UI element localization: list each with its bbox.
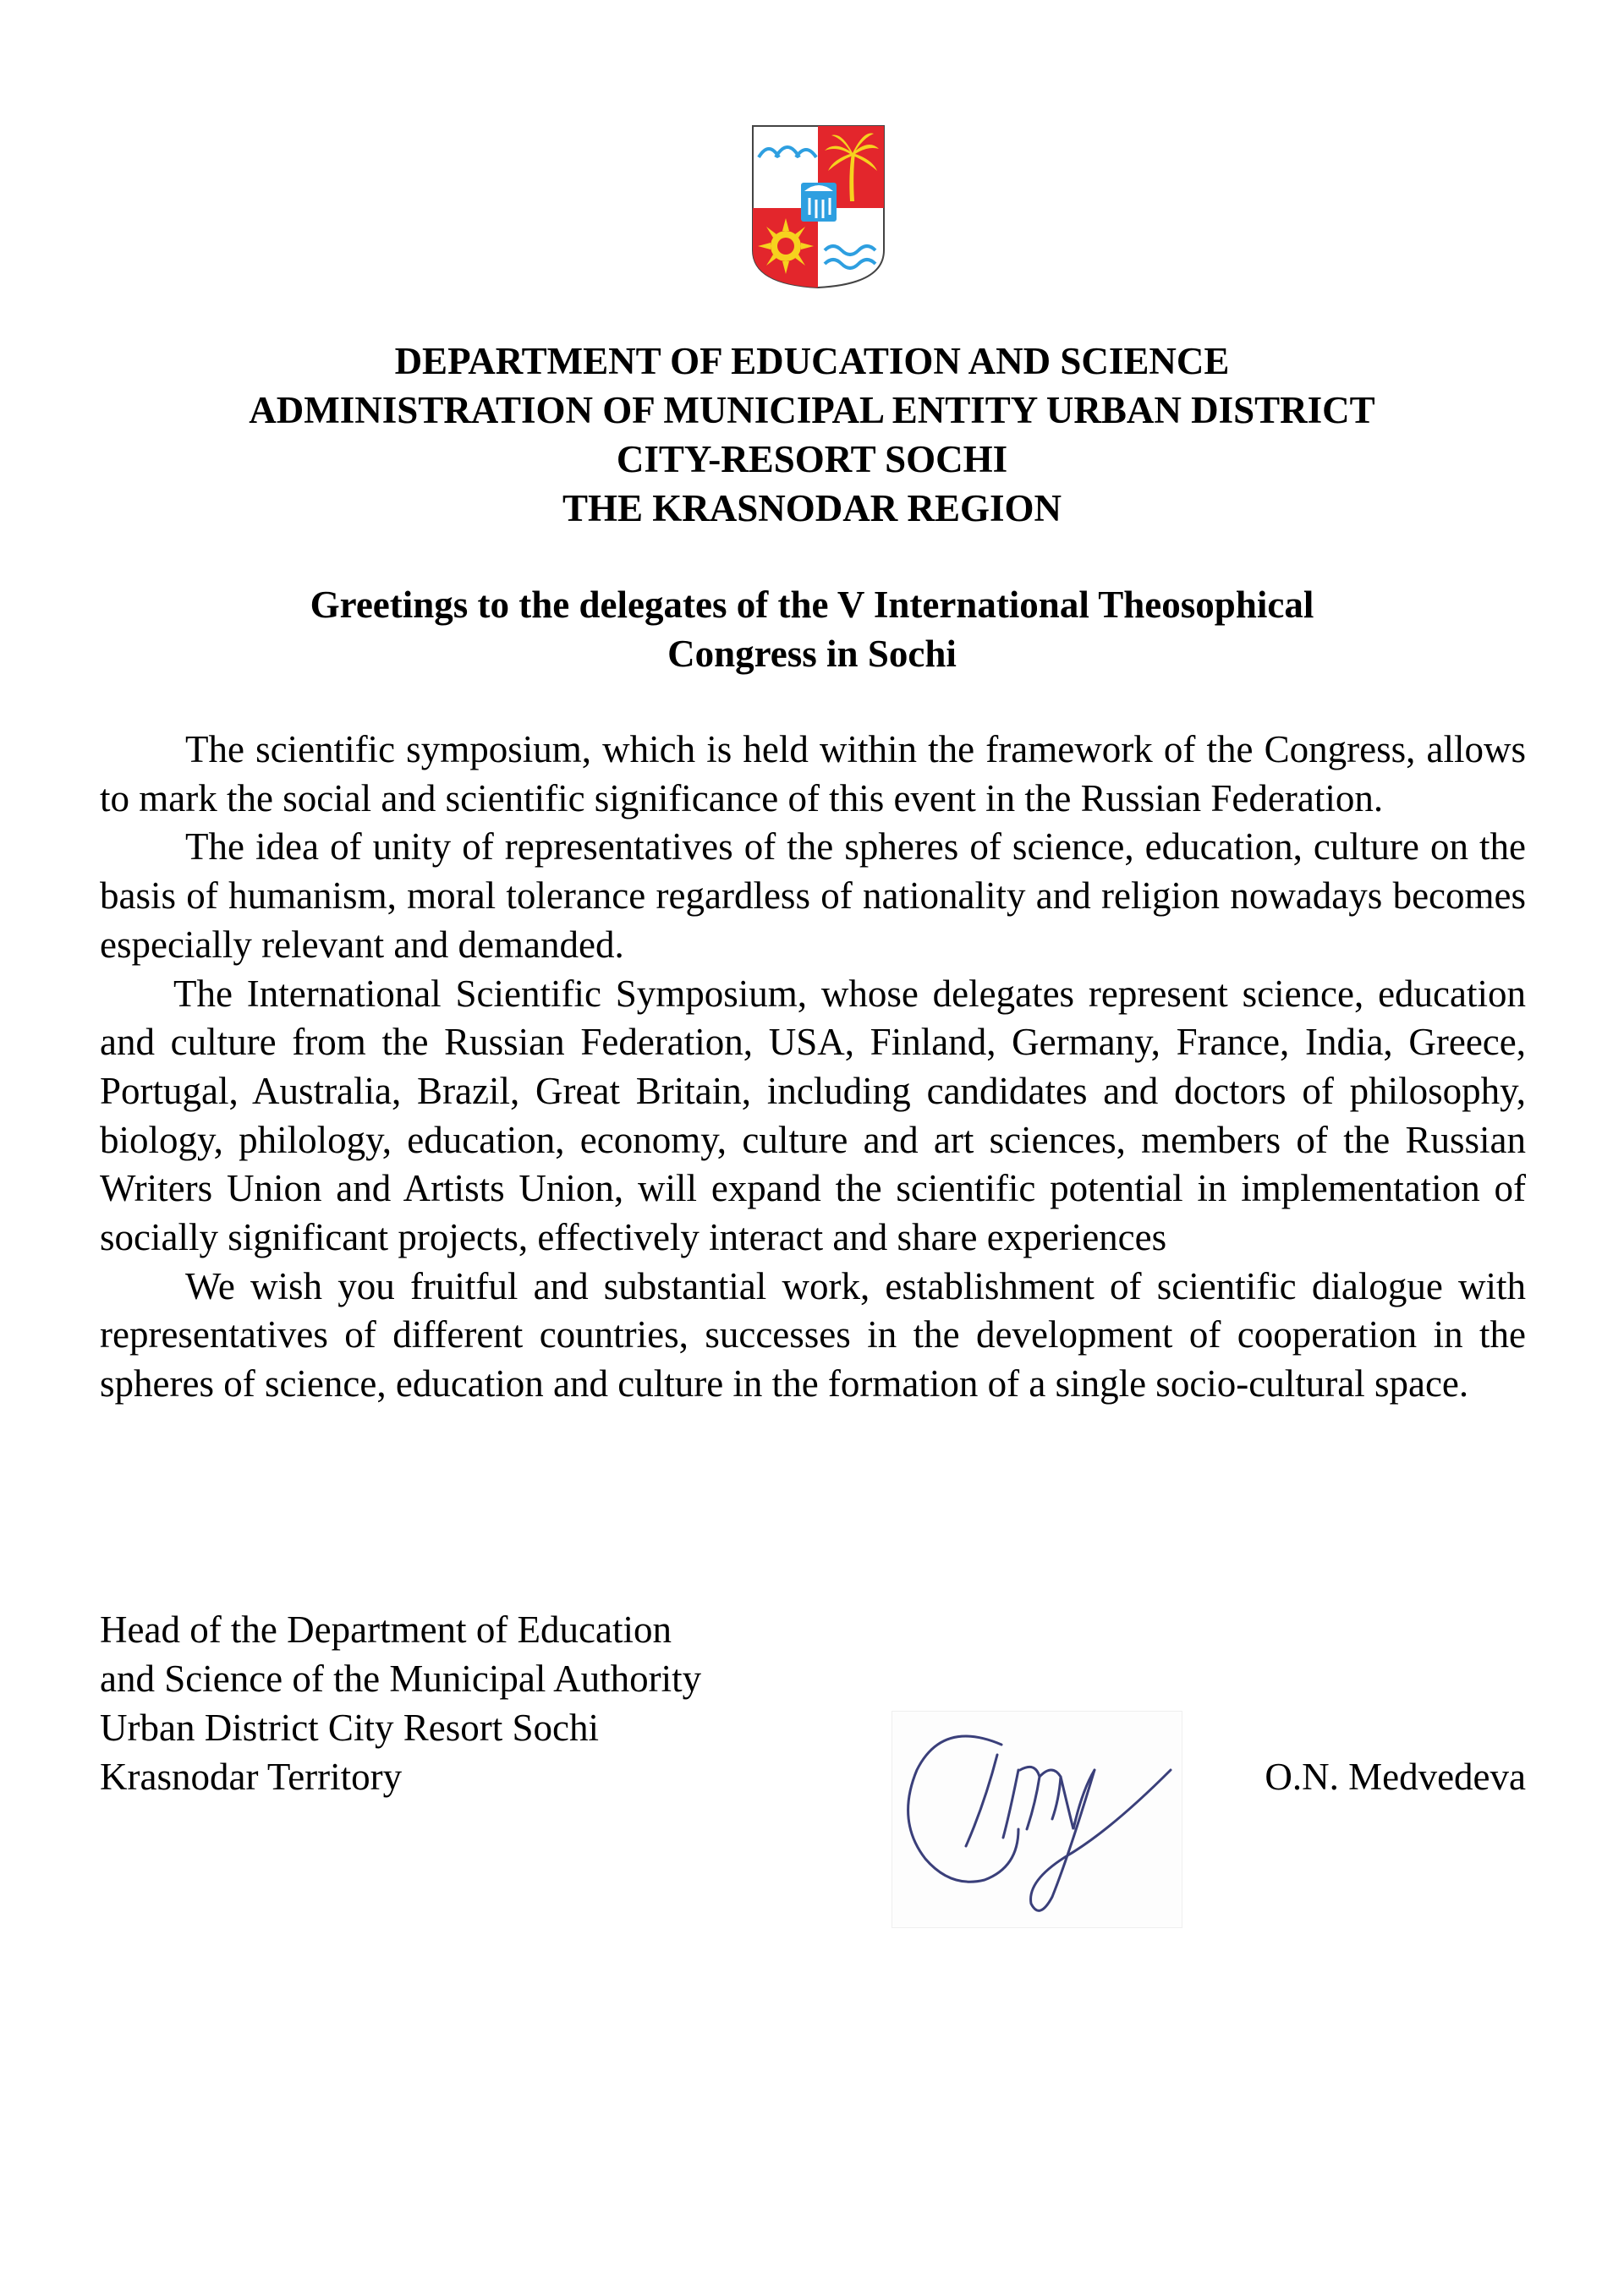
coat-of-arms-emblem — [750, 123, 886, 290]
heading-line: THE KRASNODAR REGION — [562, 487, 1062, 529]
signatory-title-line: Krasnodar Territory — [100, 1756, 403, 1798]
signatory-title — [100, 1605, 701, 1801]
signatory-name: O.N. Medvedeva — [1265, 1756, 1526, 1798]
heading-line: ADMINISTRATION OF MUNICIPAL ENTITY URBAN DISTRICT — [249, 389, 1375, 431]
document-heading — [0, 337, 1624, 533]
heading-line: CITY-RESORT SOCHI — [616, 438, 1008, 480]
signature-image — [892, 1711, 1182, 1928]
body-paragraph: The International Scientific Symposium, whose delegates represent science, education and culture from the Russian Federation, USA, Finland, Germany, France, India, Greece, Portugal, Australia, Brazil, Great Britain, including candidates and doctors of philosophy, biology, philology, education, economy, culture and art sciences, members of the Russian Writers Union and Artists Union, will expand the scientific potential in implementation of socially significant projects, effectively interact and share experiences — [100, 972, 1526, 1259]
body-paragraph: The idea of unity of representatives of the spheres of science, education, culture on the basis of humanism, moral tolerance regardless of nationality and religion nowadays becomes especially relevant and demanded. — [100, 825, 1526, 966]
body-paragraph: The scientific symposium, which is held within the framework of the Congress, allows to mark the social and scientific significance of this event in the Russian Federation. — [100, 728, 1526, 819]
signature-block — [100, 1605, 1526, 1943]
body-paragraph: We wish you fruitful and substantial work, establishment of scientific dialogue with representatives of different countries, successes in the development of cooperation in the spheres of science, education and culture in the formation of a single socio-cultural space. — [100, 1264, 1526, 1406]
greeting-line: Congress in Sochi — [667, 633, 957, 675]
greeting-line: Greetings to the delegates of the V International Theosophical — [310, 584, 1314, 626]
signatory-title-line: Head of the Department of Education — [100, 1608, 672, 1651]
handwritten-signature-icon — [892, 1711, 1182, 1928]
signatory-title-line: Urban District City Resort Sochi — [100, 1707, 599, 1749]
greeting-title — [0, 580, 1624, 678]
signatory-title-line: and Science of the Municipal Authority — [100, 1658, 702, 1700]
letter-body — [100, 726, 1526, 1409]
sochi-coat-of-arms-icon — [750, 123, 886, 290]
heading-line: DEPARTMENT OF EDUCATION AND SCIENCE — [394, 340, 1230, 382]
